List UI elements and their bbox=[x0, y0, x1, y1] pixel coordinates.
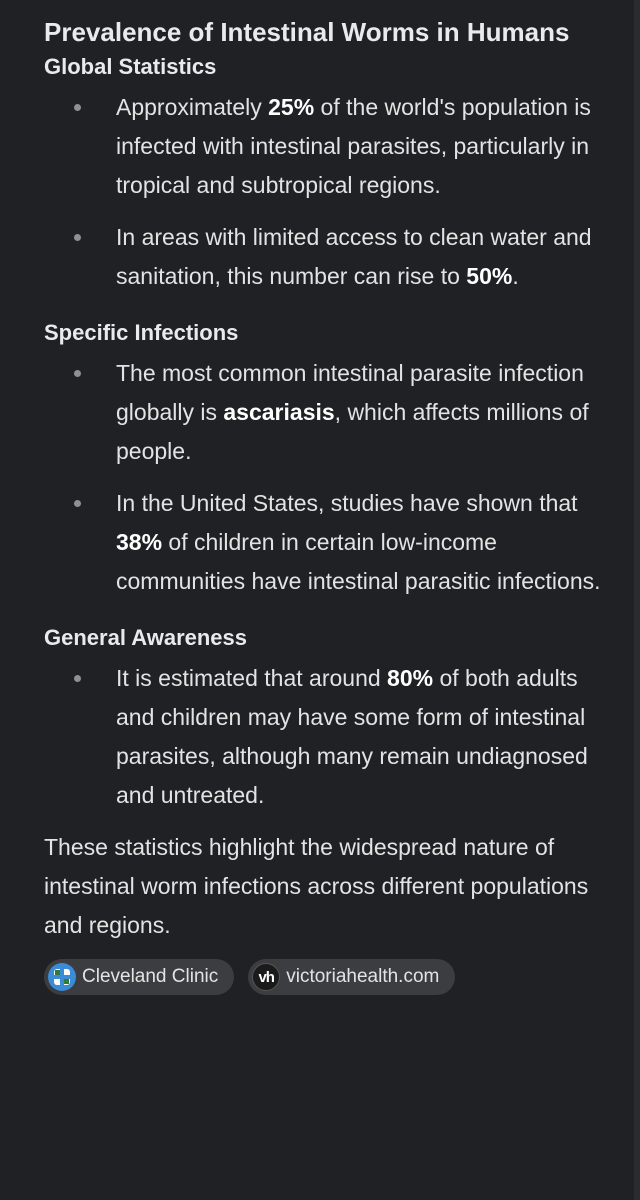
source-chip-victoriahealth[interactable] bbox=[248, 959, 455, 995]
general-awareness-list bbox=[44, 659, 604, 815]
bullet-icon bbox=[74, 104, 81, 111]
section-heading-specific-infections: Specific Infections bbox=[44, 320, 239, 345]
section-heading-general-awareness: General Awareness bbox=[44, 625, 248, 650]
list-item: It is estimated that around 80% of both adults and children may have some form of intestinal parasites, although many remain undiagnosed and untreated. bbox=[44, 659, 604, 815]
source-chip-cleveland-clinic[interactable] bbox=[44, 959, 234, 995]
source-chip-label: victoriahealth.com bbox=[286, 966, 440, 987]
source-chips bbox=[44, 959, 604, 995]
bullet-icon bbox=[74, 234, 81, 241]
global-statistics-list bbox=[44, 88, 604, 296]
page-title: Prevalence of Intestinal Worms in Humans bbox=[44, 17, 570, 47]
list-item: Approximately 25% of the world's population is infected with intestinal parasites, particularly in tropical and subtropical regions. bbox=[44, 88, 604, 205]
specific-infections-list bbox=[44, 354, 604, 601]
list-item: The most common intestinal parasite infection globally is ascariasis, which affects millions of people. bbox=[44, 354, 604, 471]
list-item: In the United States, studies have shown that 38% of children in certain low-income communities have intestinal parasitic infections. bbox=[44, 484, 604, 601]
cleveland-clinic-logo-icon bbox=[48, 963, 76, 991]
bullet-icon bbox=[74, 370, 81, 377]
section-heading-global-statistics: Global Statistics bbox=[44, 54, 217, 79]
list-item: In areas with limited access to clean water and sanitation, this number can rise to 50%. bbox=[44, 218, 604, 296]
vh-logo-icon: vh bbox=[252, 963, 280, 991]
bullet-icon bbox=[74, 500, 81, 507]
summary-paragraph: These statistics highlight the widespread nature of intestinal worm infections across different populations and regions. bbox=[44, 834, 589, 938]
source-chip-label: Cleveland Clinic bbox=[82, 966, 219, 987]
bullet-icon bbox=[74, 675, 81, 682]
